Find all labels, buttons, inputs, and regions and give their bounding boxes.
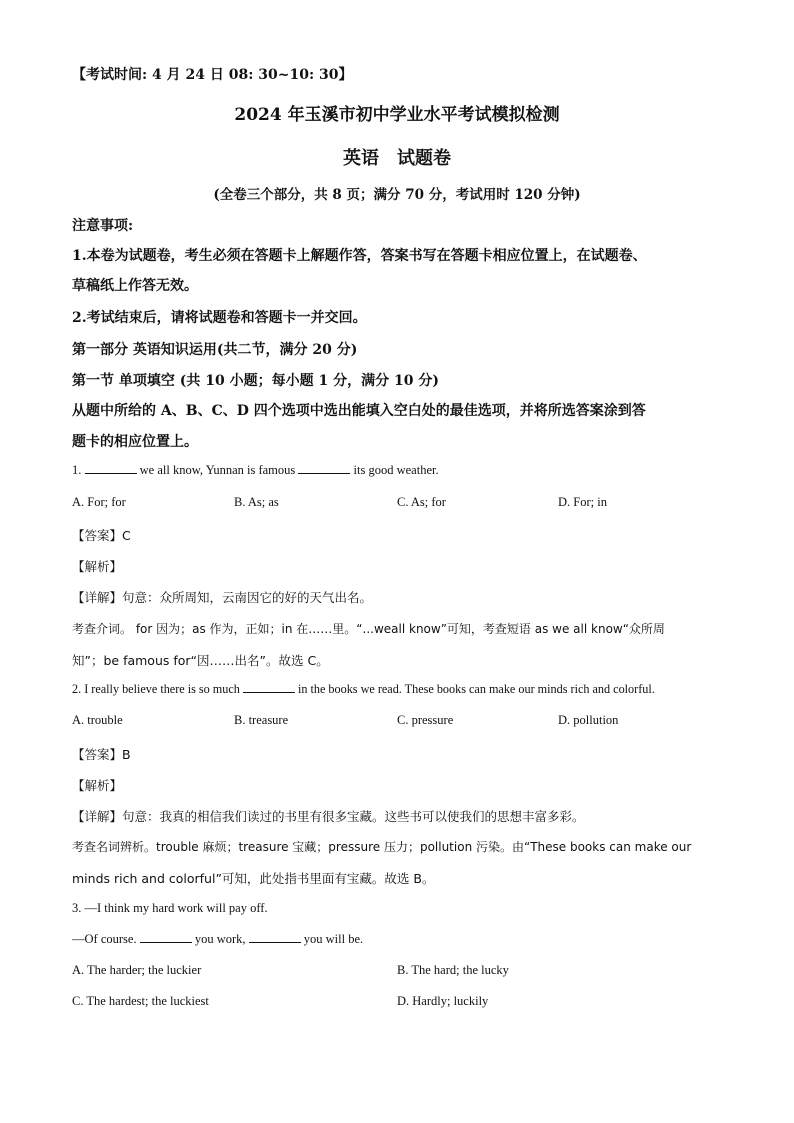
answer-blank: [243, 682, 295, 693]
instruction-line-1: 从题中所给的 A、B、C、D 四个选项中选出能填入空白处的最佳选项，并将所选答案涂到答: [72, 403, 646, 419]
question-3-option-d: D. Hardly; luckily: [397, 994, 489, 1008]
question-1-stem: 1. we all know, Yunnan is famous its good weather.: [72, 463, 439, 477]
question-2-option-a: A. trouble: [72, 713, 123, 727]
question-1-analysis: 【解析】: [72, 559, 123, 574]
answer-blank: [298, 463, 350, 474]
question-3-option-b: B. The hard; the lucky: [397, 963, 509, 977]
question-1-answer: 【答案】C: [72, 528, 131, 543]
question-1-option-a: A. For; for: [72, 495, 126, 509]
question-3-stem-line-2: —Of course. you work, you will be.: [72, 932, 364, 946]
note-item-1-line-1: 1.本卷为试题卷，考生必须在答题卡上解题作答，答案书写在答题卡相应位置上，在试题卷、: [72, 248, 647, 264]
notes-heading: 注意事项:: [72, 218, 134, 234]
answer-blank: [249, 932, 301, 943]
question-1-option-d: D. For; in: [558, 495, 607, 509]
question-1-option-c: C. As; for: [397, 495, 446, 509]
question-2-explanation-line-2: minds rich and colorful”可知，此处指书里面有宝藏。故选 B。: [72, 871, 435, 886]
question-2-stem: 2. I really believe there is so much in the books we read. These books can make our minds rich and colorful.: [72, 682, 655, 696]
question-3-option-c: C. The hardest; the luckiest: [72, 994, 209, 1008]
question-2-answer: 【答案】B: [72, 747, 131, 762]
section-1-heading: 第一节 单项填空 (共 10 小题；每小题 1 分，满分 10 分): [72, 373, 439, 389]
answer-blank: [140, 932, 192, 943]
part-1-heading: 第一部分 英语知识运用(共二节，满分 20 分): [72, 342, 358, 358]
exam-title: 2024 年玉溪市初中学业水平考试模拟检测: [234, 105, 560, 125]
question-3-option-a: A. The harder; the luckier: [72, 963, 202, 977]
question-2-analysis: 【解析】: [72, 778, 123, 793]
question-1-explanation-line-1: 考查介词。 for 因为；as 作为，正如；in 在……里。“...weall know”可知，考查短语 as we all know“众所周: [72, 622, 665, 636]
question-2-option-d: D. pollution: [558, 713, 619, 727]
question-2-detail: 【详解】句意：我真的相信我们读过的书里有很多宝藏。这些书可以使我们的思想丰富多彩。: [72, 809, 585, 824]
answer-blank: [85, 463, 137, 474]
exam-info: (全卷三个部分，共 8 页；满分 70 分，考试用时 120 分钟): [213, 187, 581, 203]
question-2-option-c: C. pressure: [397, 713, 454, 727]
question-3-stem-line-1: 3. —I think my hard work will pay off.: [72, 901, 268, 915]
note-item-2: 2.考试结束后，请将试题卷和答题卡一并交回。: [72, 310, 367, 326]
exam-subtitle: 英语 试题卷: [343, 148, 451, 169]
question-1-option-b: B. As; as: [234, 495, 279, 509]
note-item-1-line-2: 草稿纸上作答无效。: [72, 278, 198, 294]
instruction-line-2: 题卡的相应位置上。: [72, 434, 198, 450]
question-1-detail: 【详解】句意：众所周知，云南因它的好的天气出名。: [72, 590, 373, 605]
question-2-option-b: B. treasure: [234, 713, 289, 727]
exam-time: 【考试时间: 4 月 24 日 08: 30~10: 30】: [72, 67, 353, 83]
question-2-explanation-line-1: 考查名词辨析。trouble 麻烦；treasure 宝藏；pressure 压力；pollution 污染。由“These books can make our: [72, 840, 692, 854]
question-1-explanation-line-2: 知”；be famous for“因……出名”。故选 C。: [72, 653, 329, 668]
